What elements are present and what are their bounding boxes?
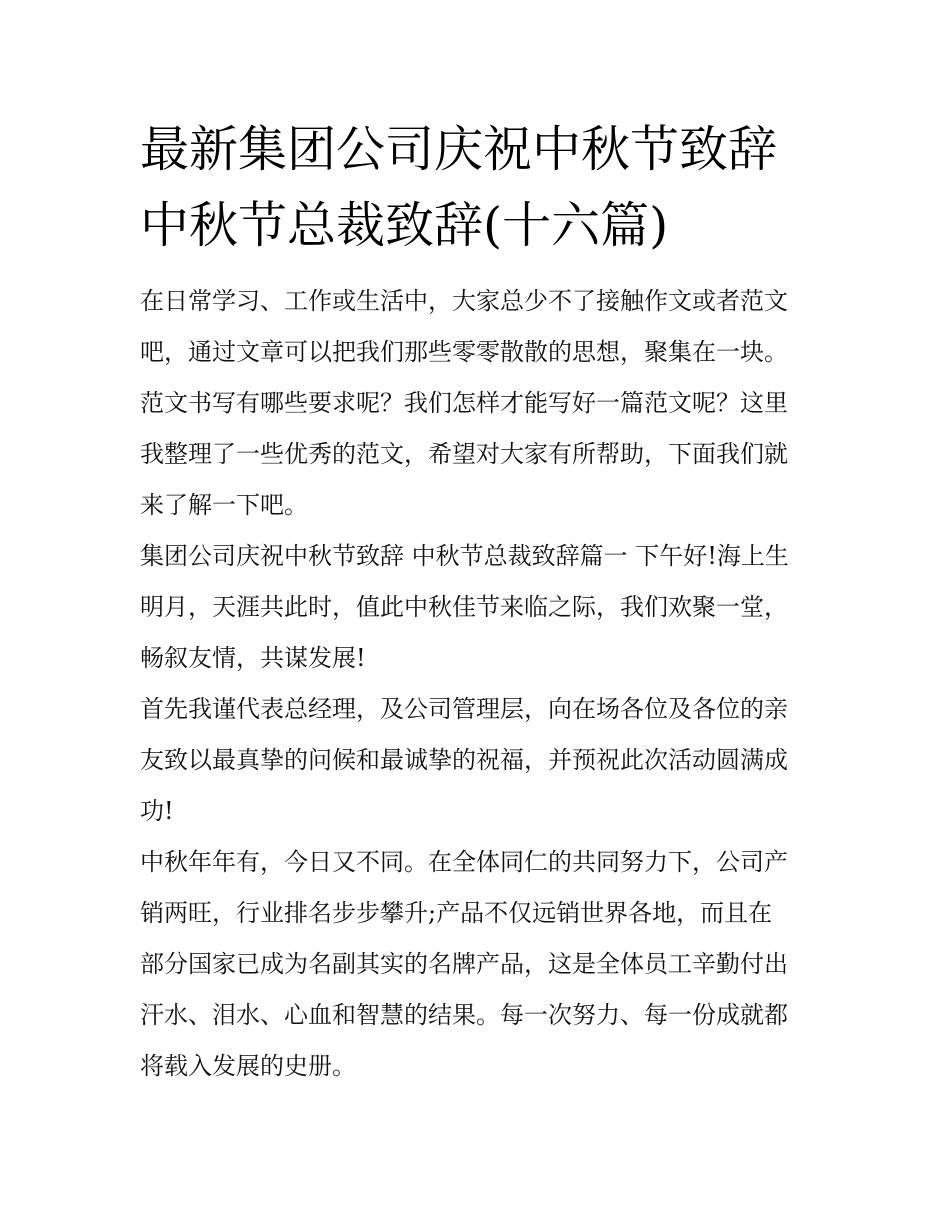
document-title <box>140 112 840 264</box>
document-body <box>140 276 830 1092</box>
paragraph-line: 销两旺，行业排名步步攀升;产品不仅远销世界各地，而且在 <box>140 899 773 927</box>
paragraph-line: 部分国家已成为名副其实的名牌产品，这是全体员工辛勤付出 <box>140 950 788 978</box>
paragraph-line: 将载入发展的史册。 <box>140 1052 356 1080</box>
paragraph-line: 友致以最真挚的问候和最诚挚的祝福，并预祝此次活动圆满成 <box>140 746 788 774</box>
paragraph-line: 中秋年年有，今日又不同。在全体同仁的共同努力下，公司产 <box>140 848 788 876</box>
paragraph-line: 来了解一下吧。 <box>140 491 308 519</box>
title-line: 最新集团公司庆祝中秋节致辞 <box>140 121 778 178</box>
paragraph-line: 明月，天涯共此时，值此中秋佳节来临之际，我们欢聚一堂， <box>140 593 788 621</box>
paragraph-line: 集团公司庆祝中秋节致辞 中秋节总裁致辞篇一 下午好!海上生 <box>140 542 789 570</box>
paragraph-line: 吧，通过文章可以把我们那些零零散散的思想，聚集在一块。 <box>140 338 788 366</box>
paragraph-line: 功! <box>140 797 174 825</box>
paragraph-line: 汗水、泪水、心血和智慧的结果。每一次努力、每一份成就都 <box>140 1001 788 1029</box>
paragraph-line: 畅叙友情，共谋发展! <box>140 644 366 672</box>
paragraph-line: 首先我谨代表总经理，及公司管理层，向在场各位及各位的亲 <box>140 695 788 723</box>
paragraph-line: 范文书写有哪些要求呢？我们怎样才能写好一篇范文呢？这里 <box>140 389 788 417</box>
title-line: 中秋节总裁致辞(十六篇) <box>140 197 669 254</box>
paragraph-line: 在日常学习、工作或生活中，大家总少不了接触作文或者范文 <box>140 287 788 315</box>
paragraph-line: 我整理了一些优秀的范文，希望对大家有所帮助，下面我们就 <box>140 440 788 468</box>
